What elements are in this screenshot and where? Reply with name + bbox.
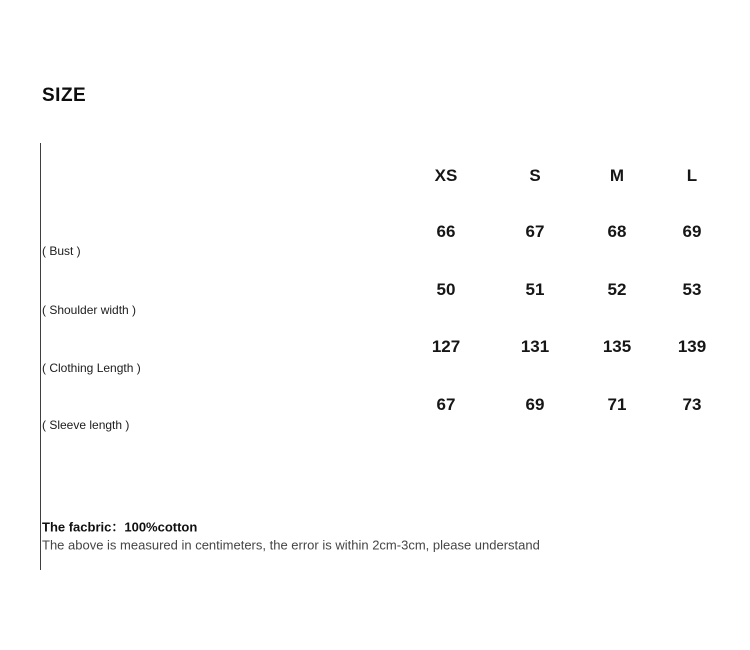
sleeve-length-value-s: 69: [525, 395, 545, 414]
shoulder-width-value-s: 51: [525, 280, 545, 299]
fabric-note: The facbric：100%cotton: [42, 519, 198, 535]
sleeve-length-value-l: 73: [682, 395, 702, 414]
shoulder-width-value-xs: 50: [436, 280, 456, 299]
column-header-s: S: [529, 166, 541, 185]
row-label-sleeve-length: ( Sleeve length ): [42, 418, 130, 432]
column-header-xs: XS: [434, 166, 458, 185]
page-title: SIZE: [42, 85, 87, 106]
bust-value-s: 67: [525, 222, 545, 241]
measurement-note: The above is measured in centimeters, the error is within 2cm-3cm, please understand: [42, 537, 540, 553]
clothing-length-value-m: 135: [602, 337, 632, 356]
bust-value-m: 68: [607, 222, 627, 241]
row-label-shoulder-width: ( Shoulder width ): [42, 303, 137, 317]
shoulder-width-value-l: 53: [682, 280, 702, 299]
row-label-clothing-length: ( Clothing Length ): [42, 361, 141, 375]
left-divider-line: [40, 143, 41, 570]
column-header-l: L: [686, 166, 698, 185]
bust-value-xs: 66: [436, 222, 456, 241]
row-label-bust: ( Bust ): [42, 244, 81, 258]
sleeve-length-value-xs: 67: [436, 395, 456, 414]
shoulder-width-value-m: 52: [607, 280, 627, 299]
bust-value-l: 69: [682, 222, 702, 241]
clothing-length-value-s: 131: [520, 337, 550, 356]
clothing-length-value-l: 139: [677, 337, 707, 356]
clothing-length-value-xs: 127: [431, 337, 461, 356]
column-header-m: M: [609, 166, 625, 185]
sleeve-length-value-m: 71: [607, 395, 627, 414]
